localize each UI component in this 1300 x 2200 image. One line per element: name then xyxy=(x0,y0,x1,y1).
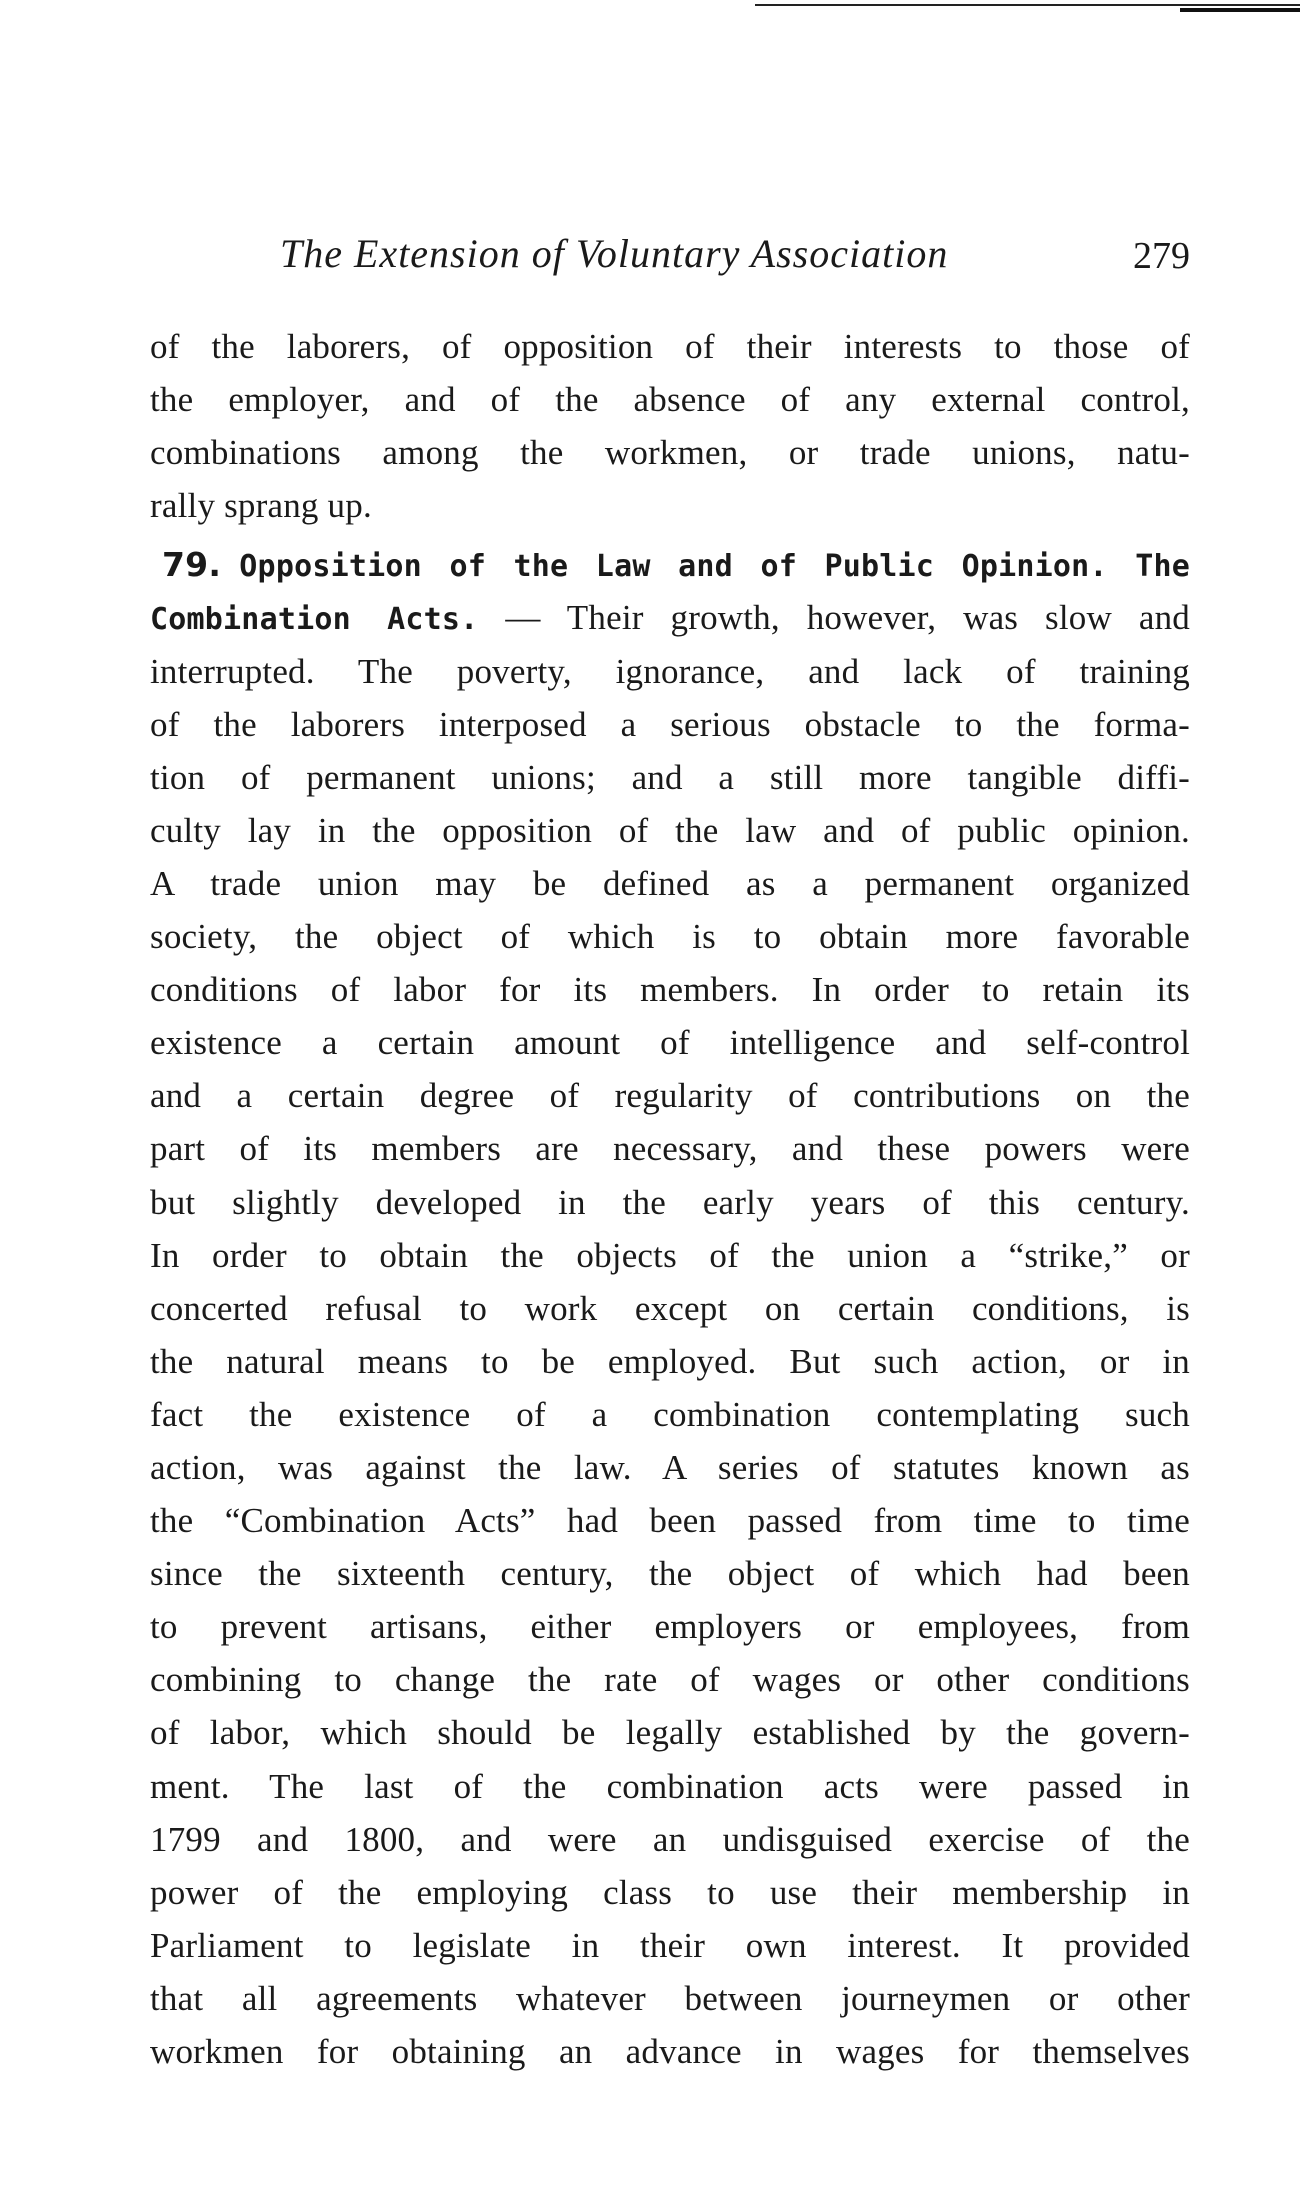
text-line: conditions of labor for its members. In order to retain its xyxy=(150,970,1190,1010)
text-line: part of its members are necessary, and these powers were xyxy=(150,1129,1190,1169)
top-rule-thick xyxy=(1180,8,1300,12)
text-line: ment. The last of the combination acts were passed in xyxy=(150,1766,1190,1806)
text-line: the employer, and of the absence of any external control, xyxy=(150,380,1190,420)
body-text xyxy=(150,320,1190,2078)
text-line: combining to change the rate of wages or other conditions xyxy=(150,1660,1190,1700)
text-line: concerted refusal to work except on certain conditions, is xyxy=(150,1288,1190,1328)
text-line: interrupted. The poverty, ignorance, and lack of training xyxy=(150,651,1190,691)
text-line: that all agreements whatever between journeymen or other xyxy=(150,1978,1190,2018)
text-line: and a certain degree of regularity of contributions on the xyxy=(150,1076,1190,1116)
text-line: to prevent artisans, either employers or employees, from xyxy=(150,1607,1190,1647)
text-line: power of the employing class to use their membership in xyxy=(150,1872,1190,1912)
text-line: culty lay in the opposition of the law and of public opinion. xyxy=(150,810,1190,850)
text-line: of the laborers interposed a serious obstacle to the forma- xyxy=(150,704,1190,744)
section-heading-line-2 xyxy=(150,591,1190,644)
text-line: since the sixteenth century, the object of which had been xyxy=(150,1554,1190,1594)
page-number: 279 xyxy=(1133,235,1190,277)
top-rule xyxy=(755,4,1300,6)
text-line: combinations among the workmen, or trade unions, natu- xyxy=(150,433,1190,473)
text-line: tion of permanent unions; and a still more tangible diffi- xyxy=(150,757,1190,797)
section-text: — Their growth, however, was slow and xyxy=(478,598,1191,638)
section-subheading: Combination Acts. xyxy=(150,602,479,638)
text-line: but slightly developed in the early years of this century. xyxy=(150,1182,1190,1222)
paragraph-main xyxy=(150,645,1190,2079)
running-title: The Extension of Voluntary Association xyxy=(280,231,949,276)
text-line: society, the object of which is to obtain more favorable xyxy=(150,917,1190,957)
running-head xyxy=(280,230,1190,290)
section-heading-line xyxy=(150,538,1190,591)
paragraph-continued xyxy=(150,320,1190,532)
section-heading: Opposition of the Law and of Public Opinion. The xyxy=(239,549,1191,585)
text-line: existence a certain amount of intelligence and self-control xyxy=(150,1023,1190,1063)
section-number: 79. xyxy=(162,545,222,585)
text-line: of the laborers, of opposition of their interests to those of xyxy=(150,327,1190,366)
text-line: action, was against the law. A series of statutes known as xyxy=(150,1447,1190,1487)
text-line: the natural means to be employed. But such action, or in xyxy=(150,1341,1190,1381)
text-line: workmen for obtaining an advance in wages for themselves xyxy=(150,2032,1190,2071)
text-line: rally sprang up. xyxy=(150,486,372,526)
text-line: of labor, which should be legally established by the govern- xyxy=(150,1713,1190,1753)
text-line: 1799 and 1800, and were an undisguised exercise of the xyxy=(150,1819,1190,1859)
text-line: A trade union may be defined as a permanent organized xyxy=(150,863,1190,903)
text-line: Parliament to legislate in their own interest. It provided xyxy=(150,1925,1190,1965)
text-line: the “Combination Acts” had been passed from time to time xyxy=(150,1501,1190,1541)
text-line: fact the existence of a combination contemplating such xyxy=(150,1394,1190,1434)
text-line: In order to obtain the objects of the union a “strike,” or xyxy=(150,1235,1190,1275)
